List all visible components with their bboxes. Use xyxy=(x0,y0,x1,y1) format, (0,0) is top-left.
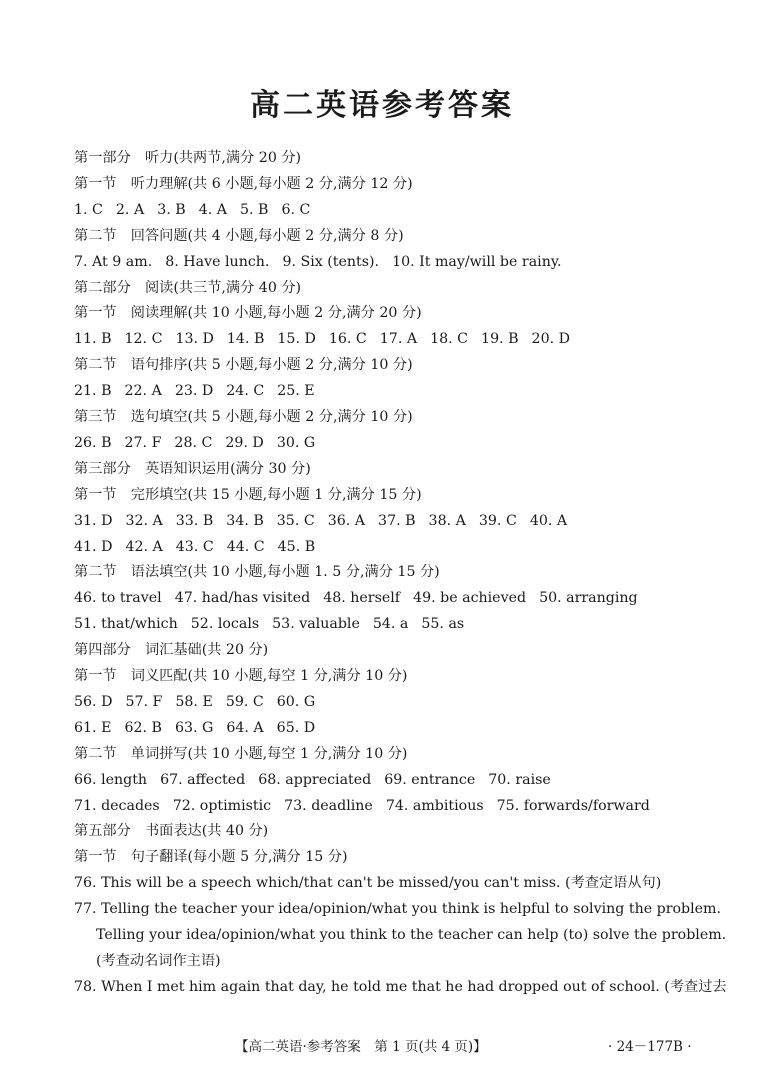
answer-item: 20. D xyxy=(531,331,570,348)
answer-item: 第二节 单词拼写(共 10 小题,每空 1 分,满分 10 分) xyxy=(74,745,408,762)
section-heading xyxy=(74,145,301,171)
answer-item: 40. A xyxy=(529,512,568,529)
answer-item: 第二节 语法填空(共 10 小题,每小题 1. 5 分,满分 15 分) xyxy=(74,564,440,581)
answer-item: 48. herself xyxy=(323,590,401,607)
answer-item: 25. E xyxy=(277,383,315,400)
answer-item: 1. C xyxy=(74,201,103,218)
answer-item: 68. appreciated xyxy=(258,771,372,788)
answer-item: 56. D xyxy=(74,693,113,710)
answer-line xyxy=(74,793,650,819)
answer-item: 29. D xyxy=(225,434,264,451)
answer-item: 31. D xyxy=(74,512,113,529)
answer-item: 63. G xyxy=(174,719,214,736)
answer-item: 59. C xyxy=(225,693,264,710)
answer-line xyxy=(74,378,315,404)
section-heading xyxy=(74,663,407,689)
answer-item: 第一节 词义匹配(共 10 小题,每空 1 分,满分 10 分) xyxy=(74,668,408,684)
answer-line xyxy=(74,326,570,352)
section-heading xyxy=(74,275,301,301)
answer-item: 58. E xyxy=(175,693,213,710)
answer-item: 62. B xyxy=(124,719,162,736)
answer-item: 28. C xyxy=(174,434,213,451)
answer-item: 76. This will be a speech which/that can't be missed/you can't miss. (考查定语从句) xyxy=(74,875,662,892)
section-heading xyxy=(74,818,268,844)
answer-line xyxy=(74,534,315,560)
answer-line xyxy=(74,508,567,534)
answer-item: 43. C xyxy=(175,538,214,555)
answer-item: 7. At 9 am. xyxy=(74,253,153,270)
section-heading xyxy=(74,844,348,870)
answer-item: 69. entrance xyxy=(384,771,476,788)
answer-item: 39. C xyxy=(478,512,517,529)
answer-item: 41. D xyxy=(74,538,113,555)
answer-item: 72. optimistic xyxy=(172,797,272,814)
answer-item: 9. Six (tents). xyxy=(282,253,380,270)
answer-item: 第五部分 书面表达(共 40 分) xyxy=(74,823,269,840)
answer-item: 6. C xyxy=(281,201,311,218)
footer-doc-code: · 24－177B · xyxy=(608,1039,692,1055)
answer-item: 8. Have lunch. xyxy=(165,253,270,270)
answer-line xyxy=(74,870,661,896)
answer-item: 36. A xyxy=(327,512,366,529)
answer-item: 77. Telling the teacher your idea/opinion/what you think is helpful to solving the problem. xyxy=(74,901,721,918)
answer-item: 第一部分 听力(共两节,满分 20 分) xyxy=(74,150,302,166)
answer-item: 78. When I met him again that day, he told me that he had dropped out of school. (考查过去 xyxy=(74,978,727,995)
answer-item: 74. ambitious xyxy=(385,797,484,814)
answer-item: 54. a xyxy=(372,616,409,633)
answer-item: 16. C xyxy=(328,331,367,348)
answer-item: 75. forwards/forward xyxy=(496,797,650,814)
answer-item: 12. C xyxy=(124,331,163,348)
answer-line xyxy=(74,974,727,1000)
answer-item: 45. B xyxy=(277,538,316,555)
answer-item: 10. It may/will be rainy. xyxy=(392,253,562,270)
footer-page-info: 【高二英语·参考答案 第 1 页(共 4 页)】 xyxy=(235,1039,487,1055)
answer-item: 24. C xyxy=(226,383,265,400)
answer-item: (考查动名词作主语) xyxy=(96,952,221,969)
answer-item: 33. B xyxy=(175,512,214,529)
answer-line xyxy=(74,249,561,275)
answer-item: 4. A xyxy=(198,201,227,218)
answer-item: 49. be achieved xyxy=(413,590,527,607)
answer-item: 61. E xyxy=(74,719,112,736)
page-title: 高二英语参考答案 xyxy=(250,88,514,123)
answer-line xyxy=(74,611,464,637)
answer-item: 2. A xyxy=(115,201,145,218)
section-heading xyxy=(74,559,440,585)
answer-line xyxy=(74,896,721,922)
answer-item: 64. A xyxy=(226,719,264,736)
answer-item: 18. C xyxy=(430,331,469,348)
section-heading xyxy=(74,482,422,508)
answer-item: 5. B xyxy=(239,201,269,218)
answer-item: 第三部分 英语知识运用(满分 30 分) xyxy=(74,460,311,477)
answer-item: 第一节 阅读理解(共 10 小题,每小题 2 分,满分 20 分) xyxy=(74,305,422,322)
answer-item: 第一节 完形填空(共 15 小题,每小题 1 分,满分 15 分) xyxy=(74,486,422,503)
answer-line xyxy=(74,767,551,793)
answer-line xyxy=(74,715,315,741)
answer-item: 第二节 语句排序(共 5 小题,每小题 2 分,满分 10 分) xyxy=(74,357,413,374)
answer-item: 11. B xyxy=(74,331,112,348)
answer-item: 66. length xyxy=(74,771,148,788)
answer-line xyxy=(74,585,638,611)
answer-item: 22. A xyxy=(124,383,162,400)
answer-item: 第四部分 词汇基础(共 20 分) xyxy=(74,642,269,659)
answer-item: 38. A xyxy=(428,512,466,529)
answer-item: 67. affected xyxy=(160,771,246,788)
answer-item: 3. B xyxy=(157,201,186,218)
answer-item: 15. D xyxy=(277,331,316,348)
answer-item: 14. B xyxy=(226,331,265,348)
answer-item: 57. F xyxy=(125,693,163,710)
answer-item: 50. arranging xyxy=(539,590,638,607)
answer-item: 55. as xyxy=(421,616,465,633)
answer-item: 65. D xyxy=(276,719,316,736)
page-footer xyxy=(0,1036,764,1058)
answer-item: 47. had/has visited xyxy=(174,590,311,607)
answer-item: 23. D xyxy=(174,383,214,400)
section-heading xyxy=(74,637,268,663)
answer-item: 37. B xyxy=(378,512,416,529)
answer-item: 51. that/which xyxy=(74,616,178,633)
answer-item: 32. A xyxy=(125,512,163,529)
answer-continuation xyxy=(96,922,726,948)
answer-item: 71. decades xyxy=(74,797,160,814)
answer-item: 53. valuable xyxy=(272,616,360,633)
answer-item: 13. D xyxy=(175,331,214,348)
answer-item: 19. B xyxy=(481,331,519,348)
answer-item: 第二节 回答问题(共 4 小题,每小题 2 分,满分 8 分) xyxy=(74,227,404,244)
section-heading xyxy=(74,352,413,378)
answer-item: 第一节 句子翻译(每小题 5 分,满分 15 分) xyxy=(74,849,348,866)
answer-item: 第一节 听力理解(共 6 小题,每小题 2 分,满分 12 分) xyxy=(74,175,413,192)
answer-item: 第二部分 阅读(共三节,满分 40 分) xyxy=(74,279,302,296)
answer-item: 60. G xyxy=(276,693,316,710)
answer-item: 52. locals xyxy=(190,616,260,633)
answer-item: 35. C xyxy=(276,512,315,529)
section-heading xyxy=(74,456,311,482)
answer-continuation xyxy=(96,948,221,974)
answer-item: 26. B xyxy=(74,434,112,451)
answer-item: 第三节 选句填空(共 5 小题,每小题 2 分,满分 10 分) xyxy=(74,409,413,425)
answer-line xyxy=(74,197,310,223)
answer-item: 34. B xyxy=(226,512,264,529)
section-heading xyxy=(74,300,422,326)
answer-item: 30. G xyxy=(276,434,316,451)
answer-item: 46. to travel xyxy=(74,590,162,607)
answer-item: 27. F xyxy=(124,434,162,451)
section-heading xyxy=(74,223,404,249)
answer-item: Telling your idea/opinion/what you think to the teacher can help (to) solve the problem. xyxy=(96,927,727,943)
answer-item: 17. A xyxy=(379,331,418,348)
answer-item: 42. A xyxy=(125,538,163,555)
answer-line xyxy=(74,689,315,715)
section-heading xyxy=(74,171,413,197)
answer-item: 73. deadline xyxy=(284,797,373,814)
answer-item: 70. raise xyxy=(488,771,551,788)
section-heading xyxy=(74,741,407,767)
answer-item: 21. B xyxy=(74,383,112,400)
answer-item: 44. C xyxy=(226,538,265,555)
answer-line xyxy=(74,430,315,456)
section-heading xyxy=(74,404,413,430)
